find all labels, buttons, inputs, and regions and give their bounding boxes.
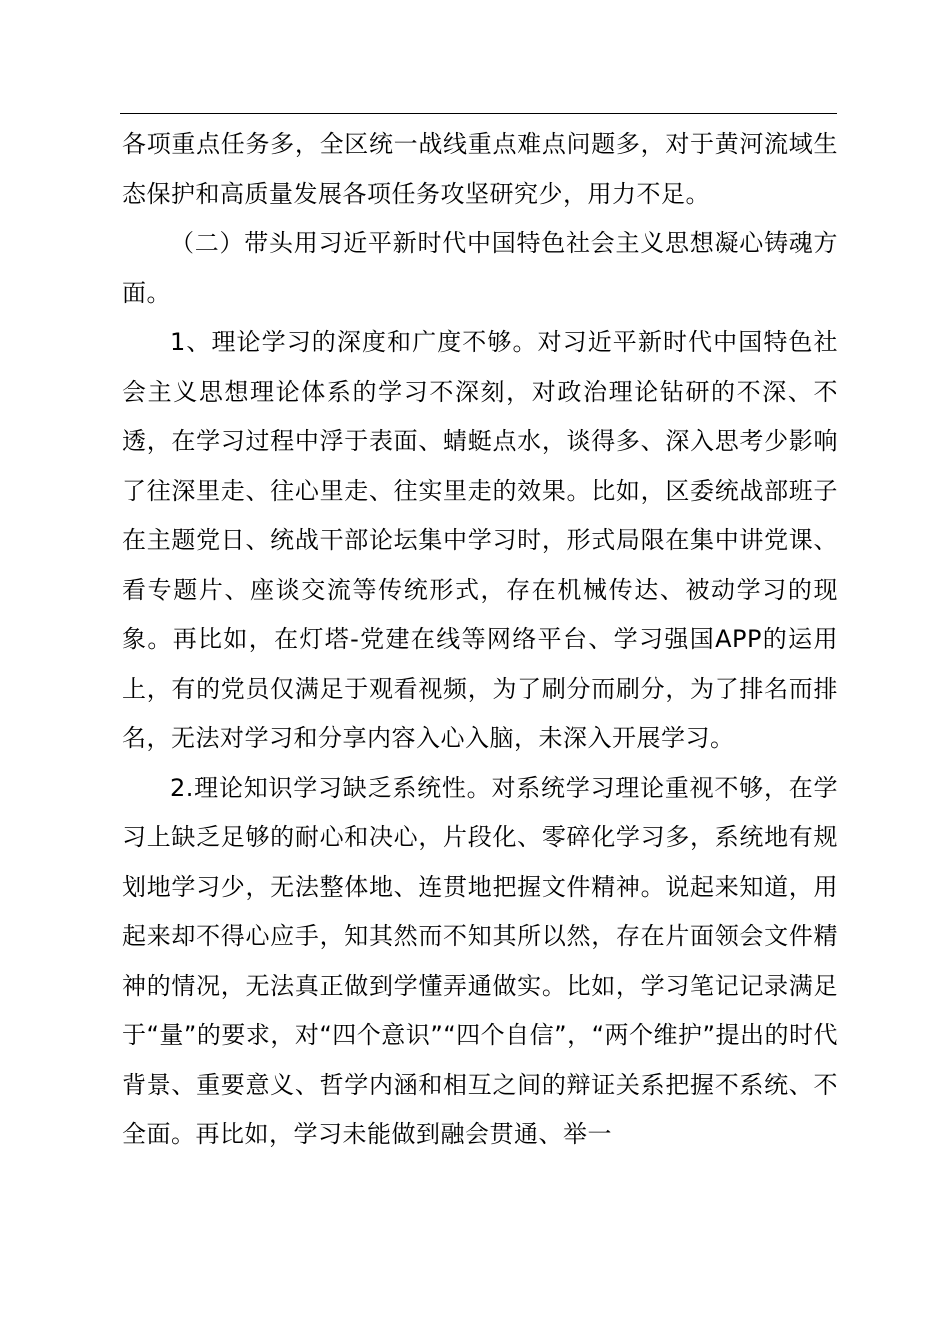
paragraph-point-1: 1、理论学习的深度和广度不够。对习近平新时代中国特色社会主义思想理论体系的学习不深刻，对政治理论钻研的不深、不透，在学习过程中浮于表面、蜻蜓点水，谈得多、深入思考少影响了往深里走、往心里走、往实里走的效果。比如，区委统战部班子在主题党日、统战干部论坛集中学习时，形式局限在集中讲党课、看专题片、座谈交流等传统形式，存在机械传达、被动学习的现象。再比如，在灯塔-党建在线等网络平台、学习强国APP的运用上，有的党员仅满足于观看视频，为了刷分而刷分，为了排名而排名，无法对学习和分享内容入心入脑，未深入开展学习。 (122, 328, 838, 752)
paragraph-point-2: 2.理论知识学习缺乏系统性。对系统学习理论重视不够，在学习上缺乏足够的耐心和决心，片段化、零碎化学习多，系统地有规划地学习少，无法整体地、连贯地把握文件精神。说起来知道，用起来却不得心应手，知其然而不知其所以然，存在片面领会文件精神的情况，无法真正做到学懂弄通做实。比如，学习笔记记录满足于“量”的要求，对“四个意识”“四个自信”，“两个维护”提出的时代背景、重要意义、哲学内涵和相互之间的辩证关系把握不系统、不全面。再比如，学习未能做到融会贯通、举一 (122, 773, 838, 1148)
document-body (122, 120, 838, 1160)
paragraph-continuation: 各项重点任务多，全区统一战线重点难点问题多，对于黄河流域生态保护和高质量发展各项任务攻坚研究少，用力不足。 (122, 130, 838, 208)
header-rule (120, 113, 837, 114)
section-heading-2: （二）带头用习近平新时代中国特色社会主义思想凝心铸魂方面。 (122, 229, 838, 307)
